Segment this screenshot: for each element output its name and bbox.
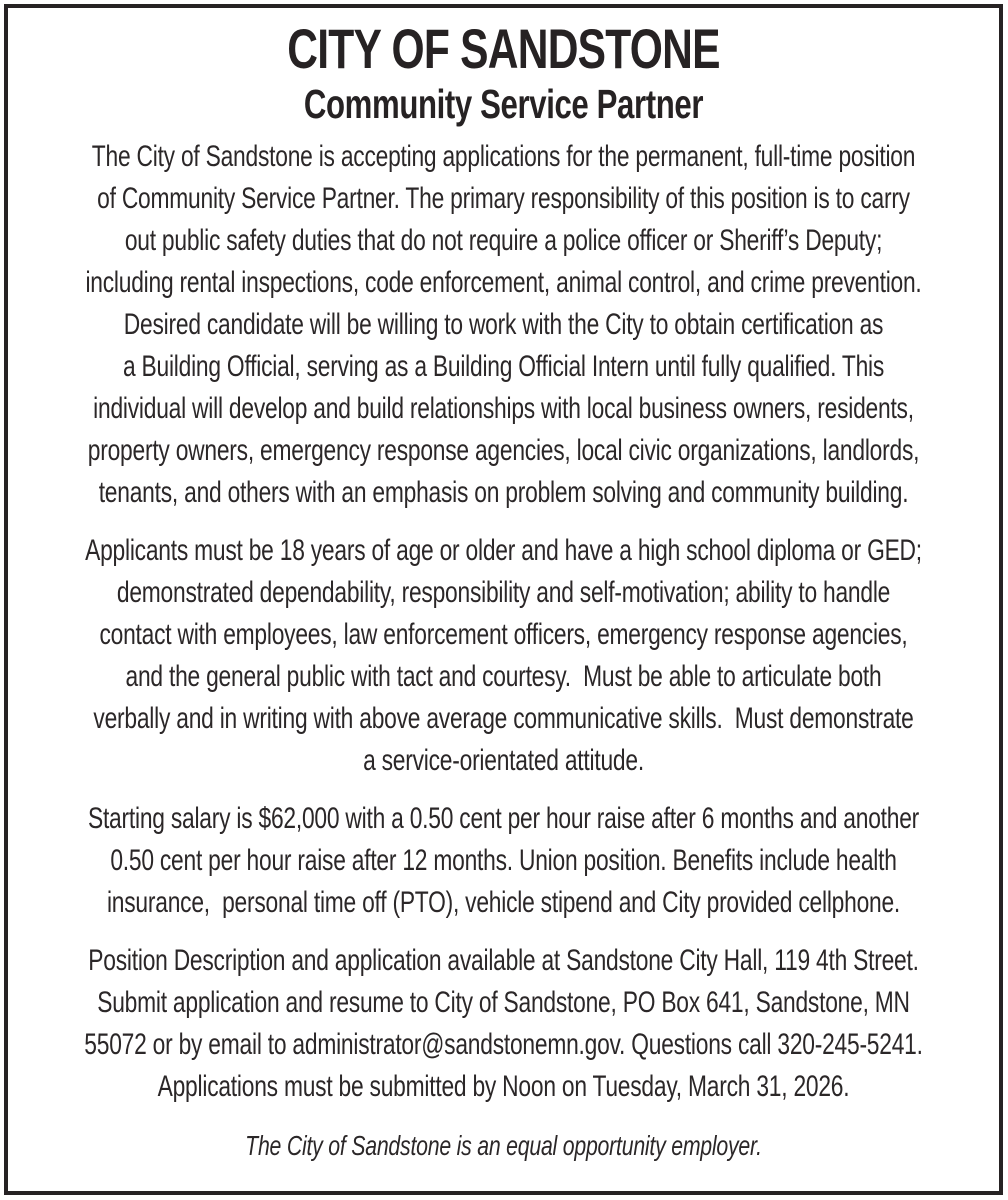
ad-title: CITY OF SANDSTONE: [287, 17, 720, 80]
paragraph: [87, 798, 920, 924]
ad-border-frame: [4, 4, 1003, 1195]
text-line: 55072 or by email to administrator@sandstonemn.gov. Questions call 320-245-5241.: [84, 1028, 923, 1061]
text-line: 0.50 cent per hour raise after 12 months. Union position. Benefits include health: [110, 844, 897, 877]
text-line: including rental inspections, code enforcement, animal control, and crime prevention.: [85, 266, 922, 299]
text-line: insurance, personal time off (PTO), vehicle stipend and City provided cellphone.: [106, 886, 901, 919]
text-line: of Community Service Partner. The primary responsibility of this position is to carry: [97, 182, 910, 215]
ad-body: [84, 136, 923, 1168]
text-line: Applicants must be 18 years of age or older and have a high school diploma or GED;: [85, 534, 922, 567]
text-line: a Building Official, serving as a Building Official Intern until fully qualified. This: [122, 350, 885, 383]
text-line: Starting salary is $62,000 with a 0.50 cent per hour raise after 6 months and another: [87, 802, 920, 835]
text-line: out public safety duties that do not require a police officer or Sheriff’s Deputy;: [124, 224, 883, 257]
eeo-statement: [127, 1124, 880, 1168]
paragraph: [84, 940, 923, 1108]
ad-subtitle: Community Service Partner: [303, 81, 704, 127]
text-line: and the general public with tact and courtesy. Must be able to articulate both: [125, 660, 882, 693]
text-line: individual will develop and build relationships with local business owners, residents,: [93, 392, 914, 425]
text-line: The City of Sandstone is an equal opportunity employer.: [245, 1130, 762, 1161]
text-line: Position Description and application available at Sandstone City Hall, 119 4th Street.: [88, 944, 919, 977]
text-line: Desired candidate will be willing to work with the City to obtain certification as: [123, 308, 884, 341]
text-line: demonstrated dependability, responsibility and self-motivation; ability to handle: [116, 576, 891, 609]
paragraph: [85, 136, 922, 514]
text-line: verbally and in writing with above average communicative skills. Must demonstrate: [93, 702, 914, 735]
text-line: The City of Sandstone is accepting applications for the permanent, full-time position: [91, 140, 916, 173]
paragraph: [85, 530, 922, 782]
text-line: Applications must be submitted by Noon on Tuesday, March 31, 2026.: [157, 1070, 850, 1103]
text-line: tenants, and others with an emphasis on problem solving and community building.: [98, 476, 909, 509]
text-line: contact with employees, law enforcement officers, emergency response agencies,: [99, 618, 908, 651]
text-line: a service-orientated attitude.: [363, 744, 644, 777]
text-line: Submit application and resume to City of Sandstone, PO Box 641, Sandstone, MN: [97, 986, 910, 1019]
ad-content: [84, 17, 923, 1184]
text-line: property owners, emergency response agencies, local civic organizations, landlords,: [87, 434, 920, 467]
